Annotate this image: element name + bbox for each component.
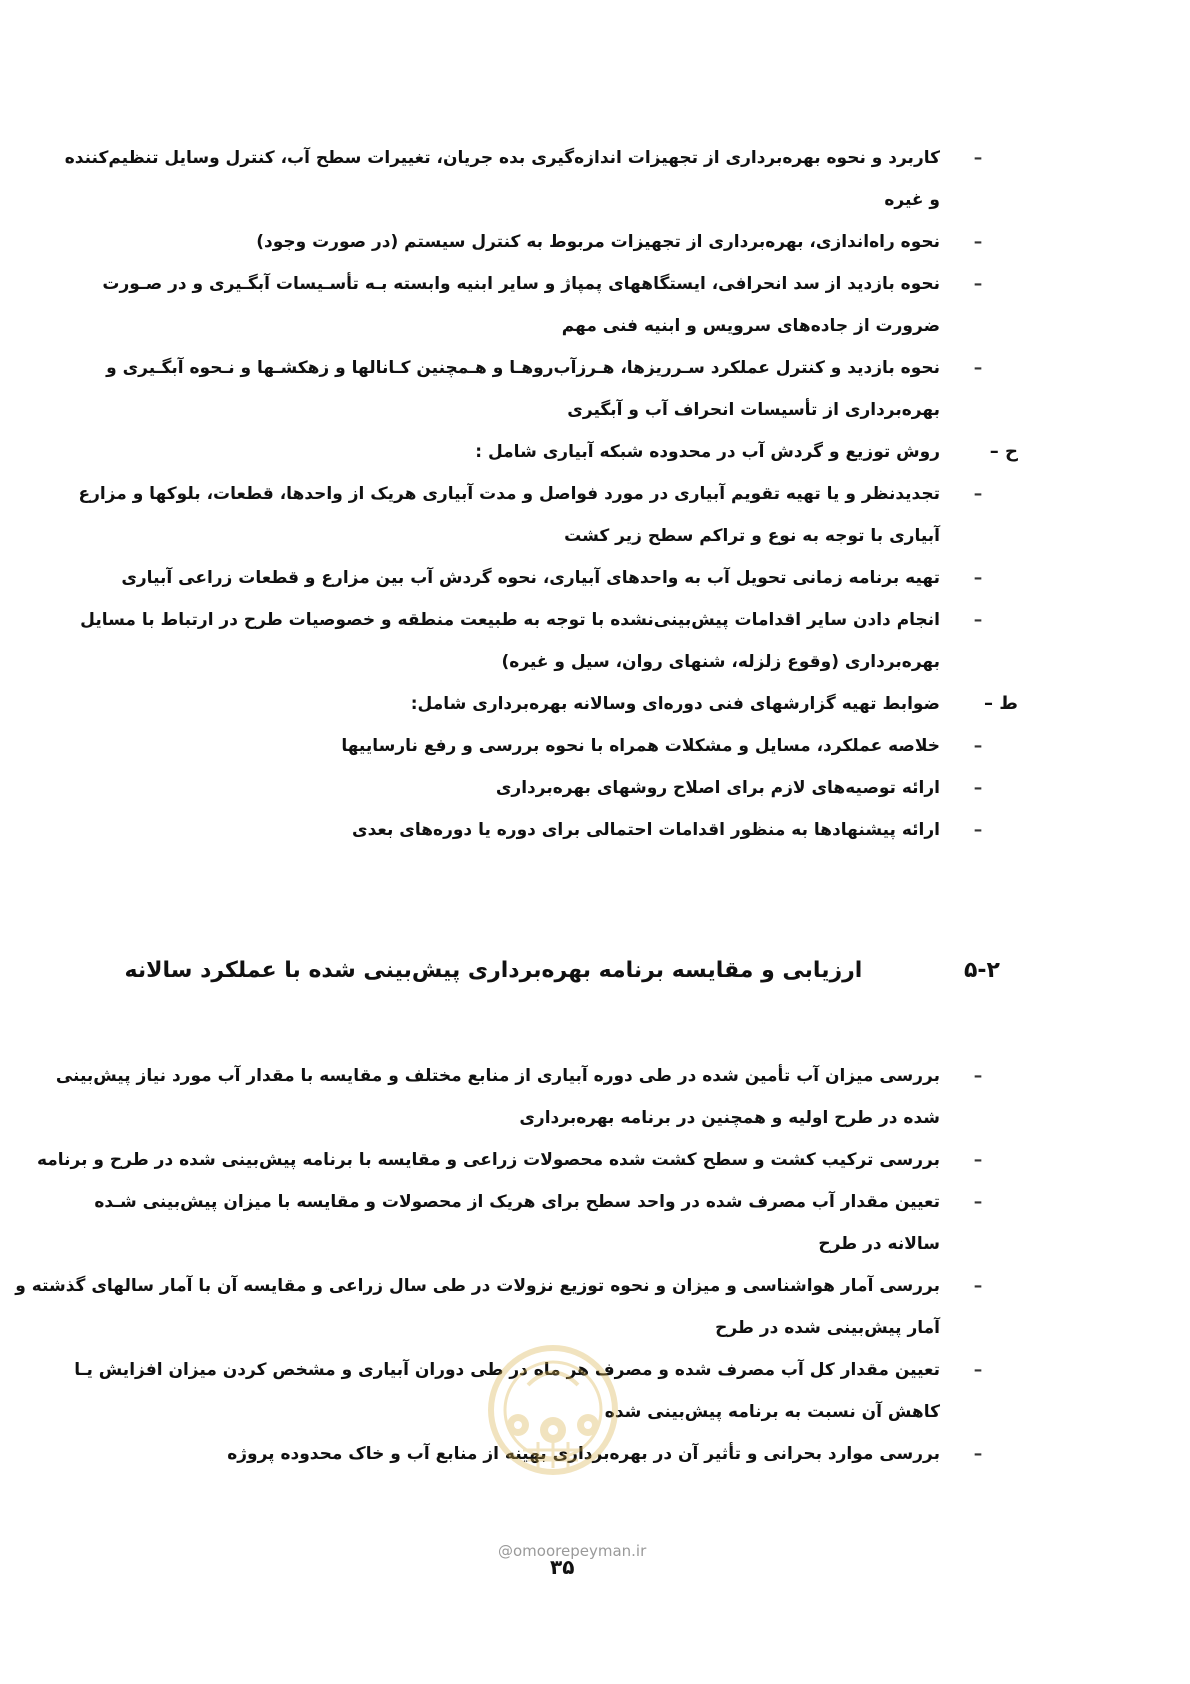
list-dash: – (973, 1192, 983, 1212)
list-item-text: تهیه برنامه زمانی تحویل آب به واحدهای آبیاری، نحوه گردش آب بین مزارع و قطعات زراعی آبیاری (121, 568, 940, 588)
list-dash: – (973, 1150, 983, 1170)
list-item (130, 725, 983, 767)
section-heading (124, 958, 1000, 983)
list-item (130, 221, 983, 263)
list-dash: – (973, 568, 983, 588)
list-item (36, 1139, 983, 1181)
list-item (106, 347, 983, 431)
list-item-text: بهره‌برداری از تأسیسات انحراف آب و آبگیری (567, 400, 940, 420)
list-item-text: ضرورت از جاده‌های سرویس و ابنیه فنی مهم (561, 316, 940, 336)
section-title: ضوابط تهیه گزارشهای فنی دوره‌ای وسالانه بهره‌برداری شامل: (410, 694, 940, 714)
list-dash: – (973, 484, 983, 504)
list-dash: – (973, 1276, 983, 1296)
list-item-text: شده در طرح اولیه و همچنین در برنامه بهره‌برداری (519, 1108, 940, 1128)
list-dash: – (973, 274, 983, 294)
watermark-url: @omoorepeyman.ir (498, 1542, 647, 1560)
list-item (130, 809, 983, 851)
section-letter: ط – (984, 693, 1018, 714)
list-item (130, 767, 983, 809)
list-item-text: بررسی میزان آب تأمین شده در طی دوره آبیاری از منابع مختلف و مقایسه با مقدار آب مورد نیاز پیش‌بینی (55, 1066, 940, 1086)
list-item-text: نحوه راه‌اندازی، بهره‌برداری از تجهیزات مربوط به کنترل سیستم (در صورت وجود) (256, 232, 940, 252)
list-item-text: بهره‌برداری (وقوع زلزله، شنهای روان، سیل و غیره) (501, 652, 940, 672)
list-dash: – (973, 148, 983, 168)
list-item-text: انجام دادن سایر اقدامات پیش‌بینی‌نشده با توجه به طبیعت منطقه و خصوصیات طرح در ارتباط با مسایل (80, 610, 940, 630)
list-item-text: ارائه توصیه‌های لازم برای اصلاح روشهای بهره‌برداری (495, 778, 940, 798)
list-item-text: بررسی آمار هواشناسی و میزان و نحوه توزیع نزولات در طی سال زراعی و مقایسه آن با آمار سالهای گذشته و (15, 1276, 940, 1296)
list-item-text: کاربرد و نحوه بهره‌برداری از تجهیزات اندازه‌گیری بده جریان، تغییرات سطح آب، کنترل وسایل تنظیم‌کننده (64, 148, 940, 168)
list-dash: – (973, 736, 983, 756)
list-item (78, 473, 983, 557)
list-dash: – (973, 610, 983, 630)
section-title: روش توزیع و گردش آب در محدوده شبکه آبیاری شامل : (475, 442, 940, 462)
page-number: ۳۵ (550, 1555, 575, 1579)
list-item (94, 1181, 983, 1265)
list-item-text: نحوه بازدید و کنترل عملکرد سـرریزها، هـرزآب‌روهـا و هـمچنین کـانالها و زهکشـها و نـحوه آبگـیری و (106, 358, 940, 378)
list-item (121, 557, 983, 599)
list-dash: – (973, 1360, 983, 1380)
section-number: ۵-۲ (964, 958, 1000, 983)
section-t-header (130, 683, 1018, 725)
list-item-text: آبیاری با توجه به نوع و تراکم سطح زیر کشت (564, 526, 940, 546)
list-item-text: بررسی ترکیب کشت و سطح کشت شده محصولات زراعی و مقایسه با برنامه پیش‌بینی شده در طرح و برنامه (36, 1150, 940, 1170)
section-heading-title: ارزیابی و مقایسه برنامه بهره‌برداری پیش‌بینی شده با عملکرد سالانه (124, 958, 863, 983)
list-dash: – (973, 820, 983, 840)
list-dash: – (973, 358, 983, 378)
section-h-header (130, 431, 1018, 473)
list-item-text: بررسی موارد بحرانی و تأثیر آن در بهره‌برداری بهینه از منابع آب و خاک محدوده پروژه (227, 1444, 940, 1464)
list-dash: – (973, 778, 983, 798)
list-item (80, 599, 983, 683)
list-item-text: و غیره (884, 190, 940, 210)
list-item-text: تعیین مقدار کل آب مصرف شده و مصرف هر ماه در طی دوران آبیاری و مشخص کردن میزان افزایش یـا (74, 1360, 940, 1380)
list-item (55, 1055, 983, 1139)
list-item (64, 137, 983, 221)
list-item-text: سالانه در طرح (818, 1234, 940, 1254)
list-item-text: ارائه پیشنهادها به منظور اقدامات احتمالی برای دوره یا دوره‌های بعدی (351, 820, 940, 840)
list-dash: – (973, 232, 983, 252)
list-item-text: نحوه بازدید از سد انحرافی، ایستگاههای پمپاژ و سایر ابنیه وابسته بـه تأسـیسات آبگـیری و در صـورت (102, 274, 940, 294)
list-item-text: آمار پیش‌بینی شده در طرح (715, 1318, 940, 1338)
list-item-text: تجدیدنظر و یا تهیه تقویم آبیاری در مورد فواصل و مدت آبیاری هریک از واحدها، قطعات، بلوکها و مزارع (78, 484, 940, 504)
list-item-text: تعیین مقدار آب مصرف شده در واحد سطح برای هریک از محصولات و مقایسه با میزان پیش‌بینی شـده (94, 1192, 940, 1212)
section-letter: ح – (989, 441, 1018, 462)
list-dash: – (973, 1066, 983, 1086)
list-item-text: خلاصه عملکرد، مسایل و مشکلات همراه با نحوه بررسی و رفع نارساییها (341, 736, 940, 756)
list-operation-procedures (64, 137, 1018, 851)
watermark-logo-icon (478, 1330, 628, 1490)
list-dash: – (973, 1444, 983, 1464)
list-item-text: کاهش آن نسبت به برنامه پیش‌بینی شده (604, 1402, 940, 1422)
list-item (102, 263, 983, 347)
